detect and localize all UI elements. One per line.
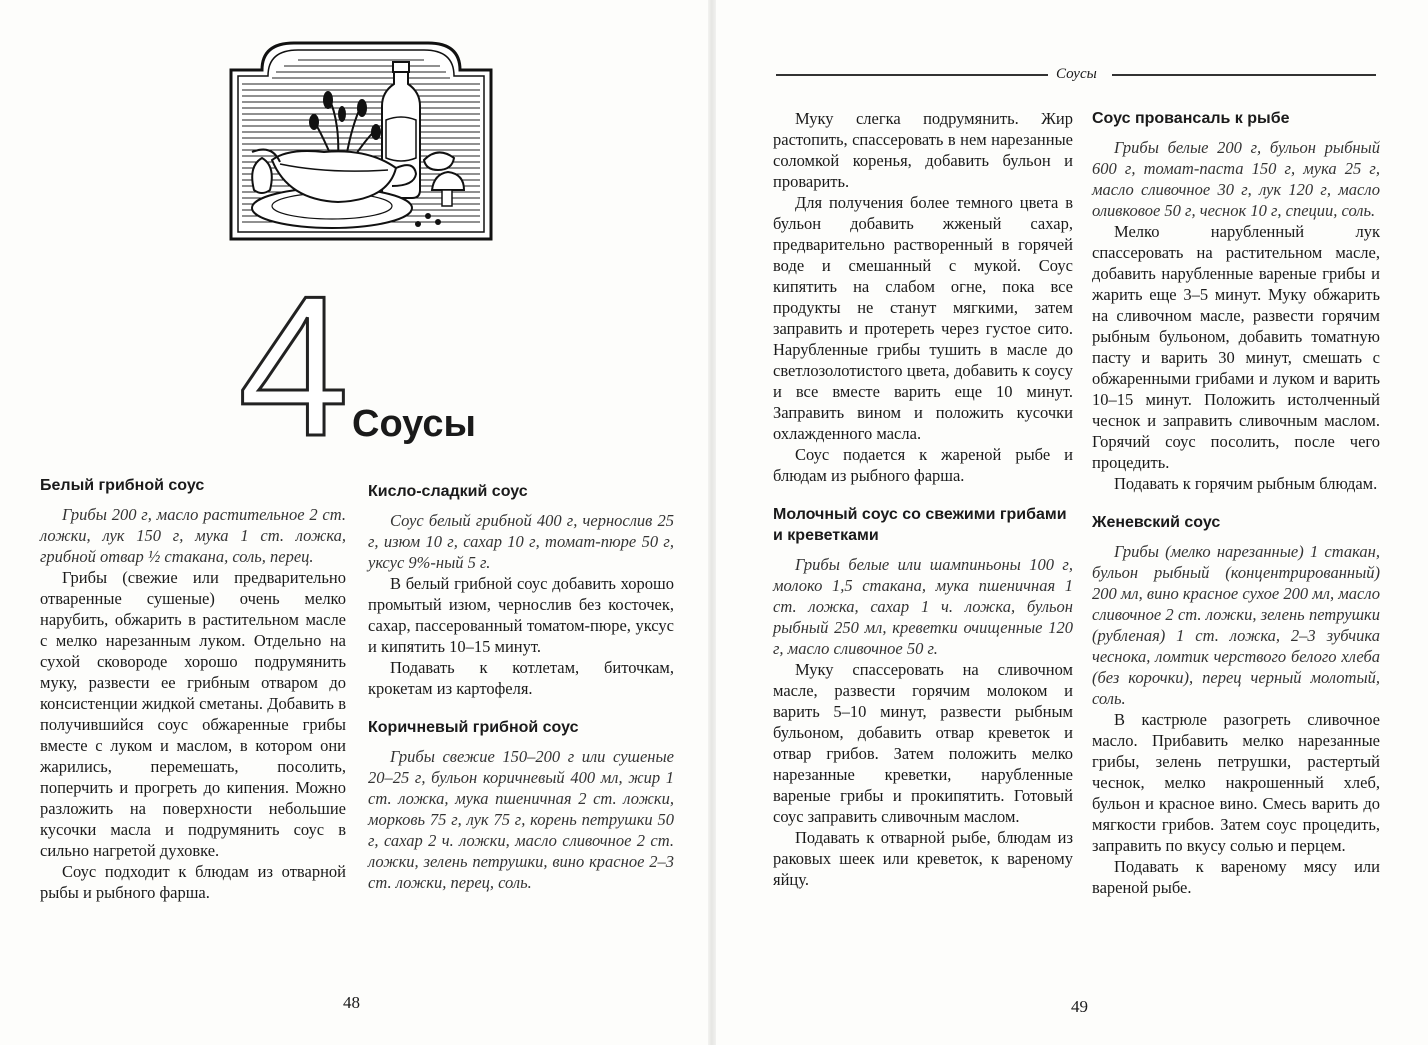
right-column-2	[1092, 108, 1380, 898]
recipe-ingredients: Соус белый грибной 400 г, чернослив 25 г, изюм 10 г, сахар 10 г, томат-пюре 50 г, уксус 9%-ный 5 г.	[368, 511, 674, 572]
recipe-title: Молочный соус со свежими грибами и креветками	[773, 506, 1067, 544]
recipe-ingredients: Грибы 200 г, масло растительное 2 ст. ложки, лук 150 г, мука 1 ст. ложка, грибной отвар ½ стакана, соль, перец.	[40, 505, 346, 566]
recipe-paragraph: Подавать к котлетам, биточкам, крокетам из картофеля.	[368, 658, 674, 698]
page-number: 49	[1071, 997, 1088, 1016]
recipe-paragraph: Подавать к вареному мясу или вареной рыбе.	[1092, 857, 1380, 897]
recipe-title: Коричневый грибной соус	[368, 719, 579, 736]
left-column-1	[40, 475, 346, 903]
left-column-2	[368, 481, 674, 893]
recipe-paragraph: Подавать к отварной рыбе, блюдам из раковых шеек или креветок, к вареному яйцу.	[773, 828, 1073, 889]
recipe-paragraph: Грибы (свежие или предварительно отваренные сушеные) очень мелко нарубить, обжарить в растительном масле с мелко нарезанным луком. Отдельно на сухой сковороде хорошо подрумянить муку, развести ее грибным отваром до консистенции жидкой сметаны. Добавить в получившийся соус обжаренные грибы вместе с луком и маслом, в котором они жарились, перемешать, посолить, поперчить и прогреть до кипения. Можно разложить на поверхности небольшие кусочки масла и подрумянить соус в сильно нагретой духовке.	[40, 568, 346, 860]
recipe-ingredients: Грибы свежие 150–200 г или сушеные 20–25 г, бульон коричневый 400 мл, жир 1 ст. ложка, мука пшеничная 2 ст. ложки, морковь 75 г, лук 75 г, корень петрушки 50 г, сахар 2 ч. ложки, масло сливочное 2 ст. ложки, зелень петрушки, вино красное 2–3 ст. ложки, перец, соль.	[368, 747, 674, 892]
recipe-paragraph: Муку спассеровать на сливочном масле, развести горячим молоком и варить 5–10 минут, развести рыбным бульоном, добавить отвар креветок и отвар грибов. Затем положить мелко нарезанные креветки, нарубленные вареные грибы и прокипятить. Готовый соус заправить сливочным маслом.	[773, 660, 1073, 826]
running-head	[776, 64, 1376, 84]
recipe-ingredients: Грибы белые 200 г, бульон рыбный 600 г, томат-паста 150 г, мука 25 г, масло сливочное 30 г, лук 120 г, масло оливковое 50 г, чеснок 10 г, специи, соль.	[1092, 138, 1380, 220]
recipe-ingredients: Грибы белые или шампиньоны 100 г, молоко 1,5 стакана, мука пшеничная 1 ст. ложка, сахар 1 ч. ложка, бульон рыбный 250 мл, креветки очищенные 120 г, масло сливочное 50 г.	[773, 555, 1073, 658]
recipe-paragraph: Мелко нарубленный лук спассеровать на растительном масле, добавить нарубленные вареные грибы и жарить еще 3–5 минут. Муку обжарить на сливочном масле, развести горячим рыбным бульоном, добавить томатную пасту и варить 30 минут, смешать с обжаренными грибами и луком и варить 10–15 минут. Положить истолченный чеснок и заправить сливочным маслом. Горячий соус посолить, после чего процедить.	[1092, 222, 1380, 472]
recipe-title: Соус провансаль к рыбе	[1092, 110, 1290, 127]
left-page	[0, 0, 710, 1045]
recipe-paragraph: Муку слегка подрумянить. Жир растопить, спассеровать в нем нарезанные соломкой коренья, добавить бульон и проварить.	[773, 109, 1073, 191]
recipe-paragraph: Соус подается к жареной рыбе и блюдам из рыбного фарша.	[773, 445, 1073, 485]
recipe-title: Женевский соус	[1092, 514, 1221, 531]
header-rule	[1112, 74, 1376, 76]
recipe-paragraph: В кастрюле разогреть сливочное масло. Прибавить мелко нарезанные грибы, зелень петрушки, растертый чеснок, мелко накрошенный хлеб, бульон и красное вино. Смесь варить до мягкости грибов. Затем соус процедить, заправить по вкусу солью и перцем.	[1092, 710, 1380, 855]
recipe-title: Белый грибной соус	[40, 477, 205, 494]
recipe-paragraph: В белый грибной соус добавить хорошо промытый изюм, чернослив без косточек, сахар, пассерованный томатом-пюре, уксус и кипятить 10–15 минут.	[368, 574, 674, 656]
recipe-ingredients: Грибы (мелко нарезанные) 1 стакан, бульон рыбный (концентрированный) 200 мл, вино красное сухое 200 мл, масло сливочное 2 ст. ложки, зелень петрушки (рубленая) 1 ст. ложка, 2–3 зубчика чеснока, ломтик черствого белого хлеба (без корочки), перец черный молотый, соль.	[1092, 542, 1380, 708]
sauce-still-life-illustration	[228, 40, 494, 242]
chapter-title: Соусы	[352, 403, 476, 445]
recipe-paragraph: Соус подходит к блюдам из отварной рыбы и рыбного фарша.	[40, 862, 346, 902]
header-rule	[776, 74, 1048, 76]
right-column-1	[773, 108, 1073, 890]
recipe-title: Кисло-сладкий соус	[368, 483, 528, 500]
recipe-paragraph: Подавать к горячим рыбным блюдам.	[1114, 474, 1378, 493]
page-number: 48	[343, 993, 360, 1012]
chapter-number: 4	[238, 255, 350, 478]
running-head-text: Соусы	[1056, 66, 1097, 82]
recipe-paragraph: Для получения более темного цвета в бульон добавить жженый сахар, предварительно растворенный в горячей воде и смешанный с мукой. Соус кипятить на слабом огне, пока все продукты не станут мягкими, затем заправить и протереть через густое сито. Нарубленные грибы тушить в масле до светлозолотистого цвета, добавить к соусу и все вместе варить еще 10 минут. Заправить вином и положить кусочки охлажденного масла.	[773, 193, 1073, 443]
